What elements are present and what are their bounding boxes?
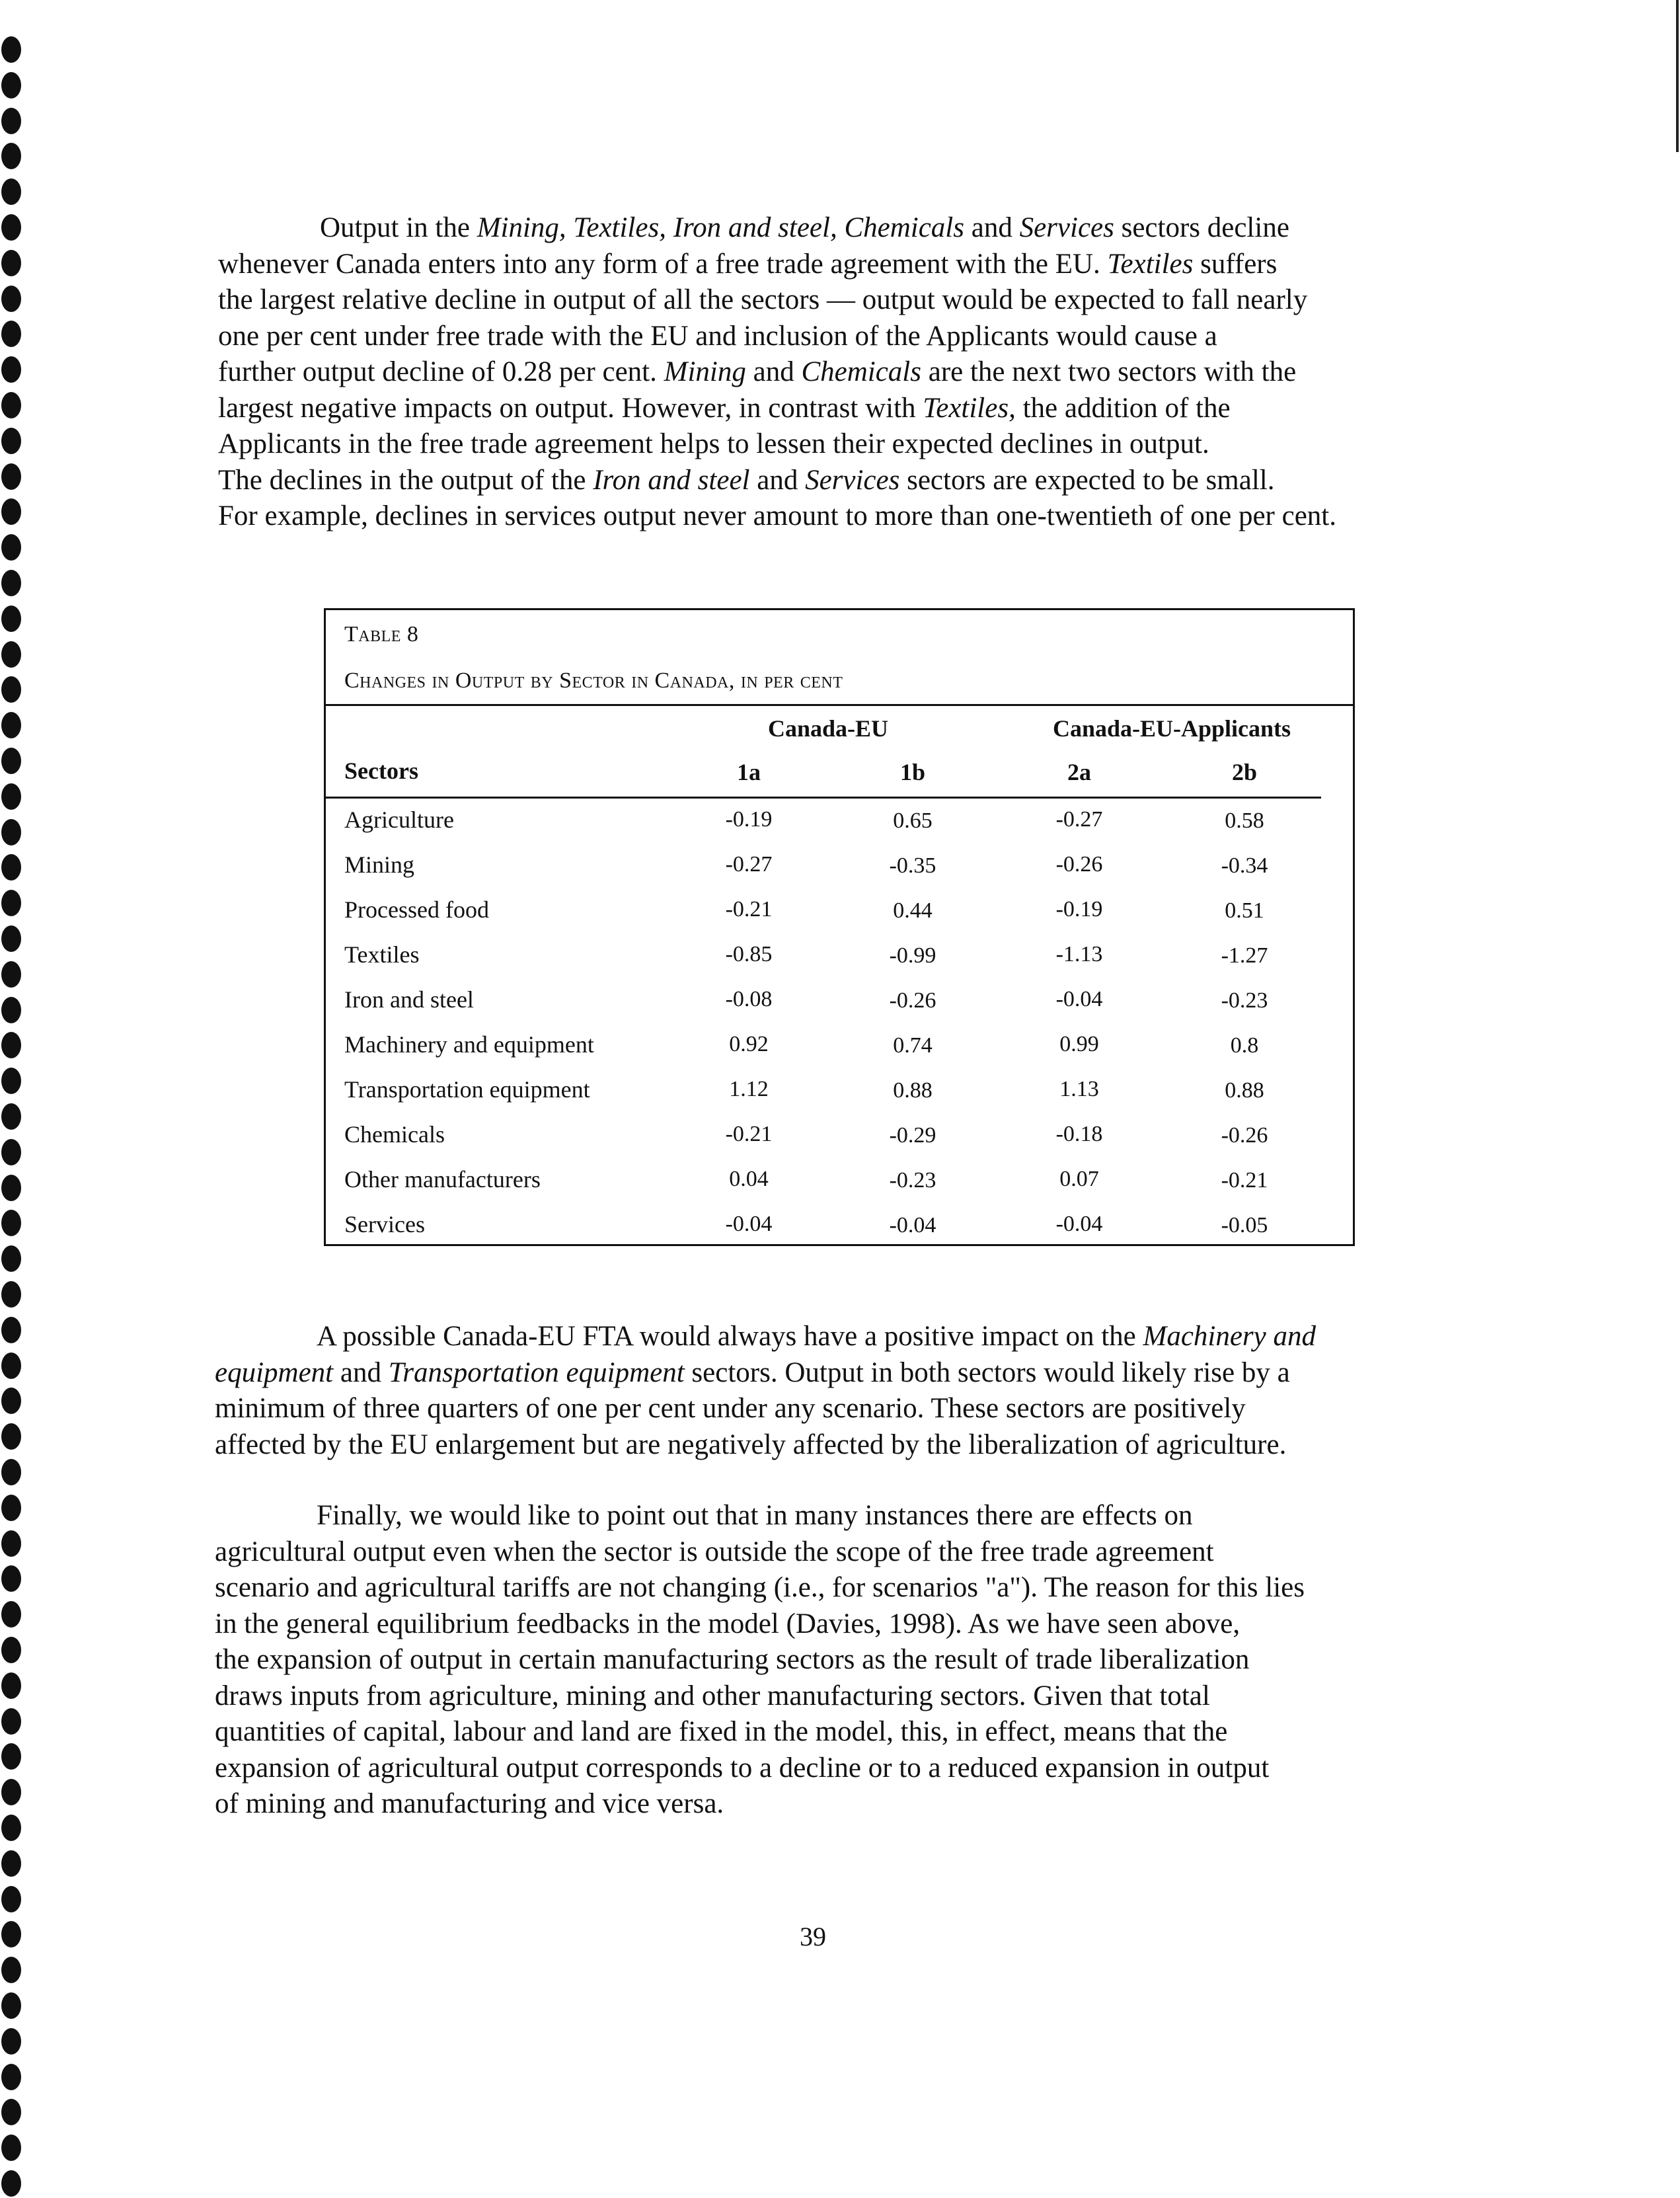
- text-run: further output decline of 0.28 per cent.: [218, 356, 664, 387]
- binder-hole: [1, 428, 21, 454]
- binder-hole: [1, 641, 21, 668]
- binder-hole: [1, 1068, 21, 1094]
- binder-hole: [1, 1495, 21, 1521]
- text-run: agricultural output even when the sector is outside the scope of the free trade agreement: [215, 1536, 1214, 1567]
- binder-hole: [1, 676, 21, 703]
- value-cell-2a: -0.04: [1055, 987, 1103, 1011]
- binder-hole: [1, 1423, 21, 1450]
- binder-hole: [1, 1779, 21, 1805]
- binder-hole: [1, 1175, 21, 1201]
- binder-hole: [1, 890, 21, 916]
- table-row: [326, 1120, 1353, 1165]
- text-run: affected by the EU enlargement but are negatively affected by the liberalization of agriculture.: [215, 1429, 1287, 1460]
- italic-term: Textiles: [1107, 248, 1194, 280]
- text-run: are the next two sectors with the: [921, 356, 1297, 387]
- italic-term: Chemicals: [801, 356, 921, 387]
- italic-term: Services: [1019, 212, 1114, 243]
- column-header-2a: 2a: [1067, 759, 1091, 785]
- text-line: [218, 354, 1474, 391]
- sector-label: Textiles: [344, 941, 420, 968]
- binder-hole: [1, 392, 21, 418]
- text-run: and: [333, 1356, 389, 1388]
- value-cell-2b: -0.05: [1221, 1213, 1268, 1237]
- group-header-canada-eu-applicants: Canada-EU-Applicants: [1052, 715, 1291, 742]
- value-cell-1a: -0.08: [725, 987, 773, 1011]
- value-cell-1a: -0.85: [725, 942, 773, 966]
- binder-hole: [1, 2135, 21, 2161]
- binder-hole: [1, 783, 21, 810]
- text-line: [215, 1642, 1470, 1678]
- binder-hole: [1, 606, 21, 632]
- text-run: and: [745, 356, 802, 387]
- italic-term: Iron and steel: [593, 464, 750, 496]
- text-run: in the general equilibrium feedbacks in the model (Davies, 1998). As we have seen above,: [215, 1608, 1241, 1639]
- italic-term: Textiles,: [923, 392, 1016, 424]
- binder-hole: [1, 1815, 21, 1841]
- column-header-2b: 2b: [1231, 759, 1258, 785]
- value-cell-2b: -0.34: [1221, 853, 1268, 878]
- page-number: 39: [800, 1922, 826, 1951]
- sector-label: Iron and steel: [344, 986, 474, 1013]
- text-line: [218, 498, 1474, 535]
- table-row: [326, 1031, 1353, 1076]
- text-line: [218, 463, 1474, 499]
- binder-hole: [1, 356, 21, 383]
- value-cell-1a: -0.04: [725, 1212, 773, 1236]
- binder-hole: [1, 286, 21, 312]
- text-line: [215, 1678, 1470, 1715]
- table-row: [326, 1076, 1353, 1120]
- text-run: expansion of agricultural output corresponds to a decline or to a reduced expansion in output: [215, 1752, 1270, 1784]
- binder-hole: [1, 250, 21, 276]
- text-run: minimum of three quarters of one per cent under any scenario. These sectors are positively: [215, 1393, 1246, 1424]
- value-cell-2a: 0.99: [1059, 1032, 1099, 1056]
- text-run: A possible Canada-EU FTA would always have a positive impact on the: [317, 1321, 1143, 1352]
- binder-hole: [1, 2064, 21, 2090]
- column-header-1a: 1a: [737, 759, 761, 785]
- text-line: [215, 1391, 1470, 1427]
- text-line: [218, 391, 1474, 427]
- text-run: quantities of capital, labour and land are fixed in the model, this, in effect, means that the: [215, 1716, 1228, 1747]
- binder-hole: [1, 997, 21, 1023]
- sector-label: Machinery and equipment: [344, 1031, 594, 1058]
- text-line: [218, 426, 1474, 463]
- binder-hole: [1, 1032, 21, 1058]
- binder-hole: [1, 1139, 21, 1165]
- binder-hole: [1, 1708, 21, 1735]
- italic-term: equipment: [215, 1356, 334, 1388]
- text-run: suffers: [1193, 248, 1278, 280]
- table-row: [326, 851, 1353, 896]
- binder-hole: [1, 1281, 21, 1308]
- table-row: [326, 806, 1353, 851]
- italic-term: Mining: [664, 356, 746, 387]
- text-run: The declines in the output of the: [218, 464, 593, 496]
- table-title-rule: [326, 704, 1353, 706]
- table-8: [324, 608, 1355, 1246]
- binder-hole: [1, 1637, 21, 1663]
- paragraph-machinery: [215, 1319, 1470, 1463]
- binder-hole: [1, 925, 21, 952]
- text-run: the expansion of output in certain manufacturing sectors as the result of trade liberalization: [215, 1644, 1250, 1675]
- binder-hole: [1, 214, 21, 241]
- binder-hole: [1, 748, 21, 774]
- value-cell-1b: 0.88: [893, 1078, 933, 1103]
- binder-hole: [1, 1103, 21, 1130]
- value-cell-1b: -0.26: [889, 988, 936, 1013]
- sector-label: Chemicals: [344, 1121, 445, 1148]
- text-line: [215, 1714, 1470, 1750]
- text-run: For example, declines in services output never amount to more than one-twentieth of one per cent.: [218, 500, 1336, 531]
- text-run: whenever Canada enters into any form of a free trade agreement with the EU.: [218, 248, 1108, 280]
- value-cell-2a: 0.07: [1059, 1167, 1099, 1191]
- binder-hole: [1, 108, 21, 134]
- value-cell-2b: 0.58: [1225, 808, 1264, 833]
- binder-hole: [1, 854, 21, 881]
- value-cell-2b: -1.27: [1221, 943, 1268, 968]
- binder-hole: [1, 72, 21, 98]
- table-header-rule: [326, 797, 1321, 799]
- sector-label: Other manufacturers: [344, 1166, 541, 1193]
- table-row: [326, 986, 1353, 1031]
- binder-hole: [1, 1743, 21, 1770]
- binder-hole: [1, 498, 21, 525]
- value-cell-2b: -0.21: [1221, 1168, 1268, 1193]
- text-run: and: [749, 464, 806, 496]
- text-line: [215, 1534, 1470, 1571]
- sector-label: Services: [344, 1211, 425, 1237]
- text-run: Applicants in the free trade agreement helps to lessen their expected declines in output.: [218, 428, 1209, 459]
- value-cell-1b: -0.35: [889, 853, 936, 878]
- text-run: largest negative impacts on output. However, in contrast with: [218, 392, 923, 424]
- text-line: [218, 210, 1474, 247]
- binder-hole: [1, 1459, 21, 1485]
- value-cell-1a: 0.92: [729, 1032, 769, 1056]
- value-cell-1a: -0.27: [725, 852, 773, 877]
- value-cell-1a: -0.21: [725, 897, 773, 922]
- text-run: one per cent under free trade with the EU and inclusion of the Applicants would cause a: [218, 320, 1217, 352]
- text-run: scenario and agricultural tariffs are not changing (i.e., for scenarios "a"). The reason for this lies: [215, 1572, 1305, 1603]
- text-line: [218, 282, 1474, 319]
- text-run: the addition of the: [1015, 392, 1231, 424]
- value-cell-1b: -0.29: [889, 1123, 936, 1148]
- binder-hole: [1, 2028, 21, 2055]
- binder-hole: [1, 2099, 21, 2125]
- binder-hole: [1, 712, 21, 738]
- binder-hole: [1, 178, 21, 205]
- text-run: sectors. Output in both sectors would likely rise by a: [684, 1356, 1290, 1388]
- group-header-canada-eu: Canada-EU: [767, 715, 889, 742]
- text-run: sectors are expected to be small.: [899, 464, 1275, 496]
- value-cell-1b: -0.04: [889, 1213, 936, 1237]
- italic-term: Transportation equipment: [388, 1356, 685, 1388]
- text-line: [218, 319, 1474, 355]
- binder-hole: [1, 570, 21, 596]
- sector-label: Agriculture: [344, 806, 454, 833]
- value-cell-1b: 0.74: [893, 1033, 933, 1058]
- text-run: the largest relative decline in output of all the sectors — output would be expected to fall nearly: [218, 284, 1308, 315]
- value-cell-2a: 1.13: [1059, 1077, 1099, 1101]
- italic-term: Machinery and: [1143, 1321, 1317, 1352]
- binder-hole: [1, 534, 21, 561]
- column-header-sectors: Sectors: [344, 758, 418, 784]
- value-cell-2b: -0.23: [1221, 988, 1268, 1013]
- text-line: [218, 247, 1474, 283]
- text-run: draws inputs from agriculture, mining and other manufacturing sectors. Given that total: [215, 1680, 1210, 1711]
- value-cell-2a: -0.18: [1055, 1122, 1103, 1146]
- binder-hole: [1, 143, 21, 169]
- binder-hole: [1, 1317, 21, 1343]
- binder-hole: [1, 1886, 21, 1912]
- value-cell-2a: -1.13: [1055, 942, 1103, 966]
- binder-hole: [1, 1601, 21, 1628]
- value-cell-1a: 0.04: [729, 1167, 769, 1191]
- binder-hole: [1, 1850, 21, 1877]
- binder-hole: [1, 1672, 21, 1699]
- sector-label: Processed food: [344, 896, 489, 923]
- value-cell-2a: -0.27: [1055, 807, 1103, 832]
- value-cell-1b: -0.99: [889, 943, 936, 968]
- binder-hole: [1, 36, 21, 63]
- value-cell-1b: 0.65: [893, 808, 933, 833]
- text-line: [215, 1355, 1470, 1392]
- table-row: [326, 1210, 1353, 1255]
- value-cell-1b: -0.23: [889, 1168, 936, 1193]
- value-cell-2b: 0.88: [1225, 1078, 1264, 1103]
- value-cell-2b: -0.26: [1221, 1123, 1268, 1148]
- text-run: and: [964, 212, 1020, 243]
- text-run: Finally, we would like to point out that in many instances there are effects on: [317, 1500, 1193, 1531]
- binder-hole: [1, 1921, 21, 1947]
- text-run: of mining and manufacturing and vice versa.: [215, 1788, 724, 1819]
- binder-hole: [1, 819, 21, 845]
- text-line: [215, 1427, 1470, 1464]
- value-cell-1a: -0.19: [725, 807, 773, 832]
- binder-hole: [1, 1565, 21, 1592]
- table-row: [326, 1165, 1353, 1210]
- paragraph-output-decline: [218, 210, 1474, 535]
- binder-hole: [1, 1992, 21, 2019]
- text-line: [215, 1319, 1470, 1355]
- text-run: sectors decline: [1114, 212, 1289, 243]
- text-line: [215, 1750, 1470, 1787]
- binder-hole: [1, 1353, 21, 1379]
- binder-hole: [1, 1210, 21, 1236]
- text-run: Output in the: [320, 212, 477, 243]
- binder-hole: [1, 961, 21, 988]
- binder-holes: [0, 0, 26, 2198]
- binder-hole: [1, 1530, 21, 1557]
- value-cell-1a: -0.21: [725, 1122, 773, 1146]
- sector-label: Transportation equipment: [344, 1076, 590, 1103]
- table-row: [326, 896, 1353, 941]
- italic-term: Mining, Textiles, Iron and steel, Chemicals: [477, 212, 964, 243]
- value-cell-2a: -0.04: [1055, 1212, 1103, 1236]
- column-header-1b: 1b: [899, 759, 926, 785]
- value-cell-2b: 0.8: [1230, 1033, 1259, 1058]
- sector-label: Mining: [344, 851, 415, 878]
- page-edge-mark: [1676, 0, 1679, 152]
- value-cell-2b: 0.51: [1225, 898, 1264, 923]
- binder-hole: [1, 463, 21, 490]
- table-row: [326, 941, 1353, 986]
- value-cell-2a: -0.19: [1055, 897, 1103, 922]
- table-title: Changes in Output by Sector in Canada, in per cent: [344, 668, 843, 693]
- binder-hole: [1, 2170, 21, 2197]
- text-line: [215, 1606, 1470, 1643]
- binder-hole: [1, 321, 21, 347]
- table-number: Table 8: [344, 622, 419, 647]
- paragraph-agricultural-output: [215, 1498, 1470, 1823]
- value-cell-2a: -0.26: [1055, 852, 1103, 877]
- text-line: [215, 1570, 1470, 1606]
- text-line: [215, 1498, 1470, 1534]
- binder-hole: [1, 1245, 21, 1272]
- italic-term: Services: [805, 464, 900, 496]
- binder-hole: [1, 1388, 21, 1414]
- text-line: [215, 1786, 1470, 1823]
- value-cell-1a: 1.12: [729, 1077, 769, 1101]
- value-cell-1b: 0.44: [893, 898, 933, 923]
- binder-hole: [1, 1957, 21, 1983]
